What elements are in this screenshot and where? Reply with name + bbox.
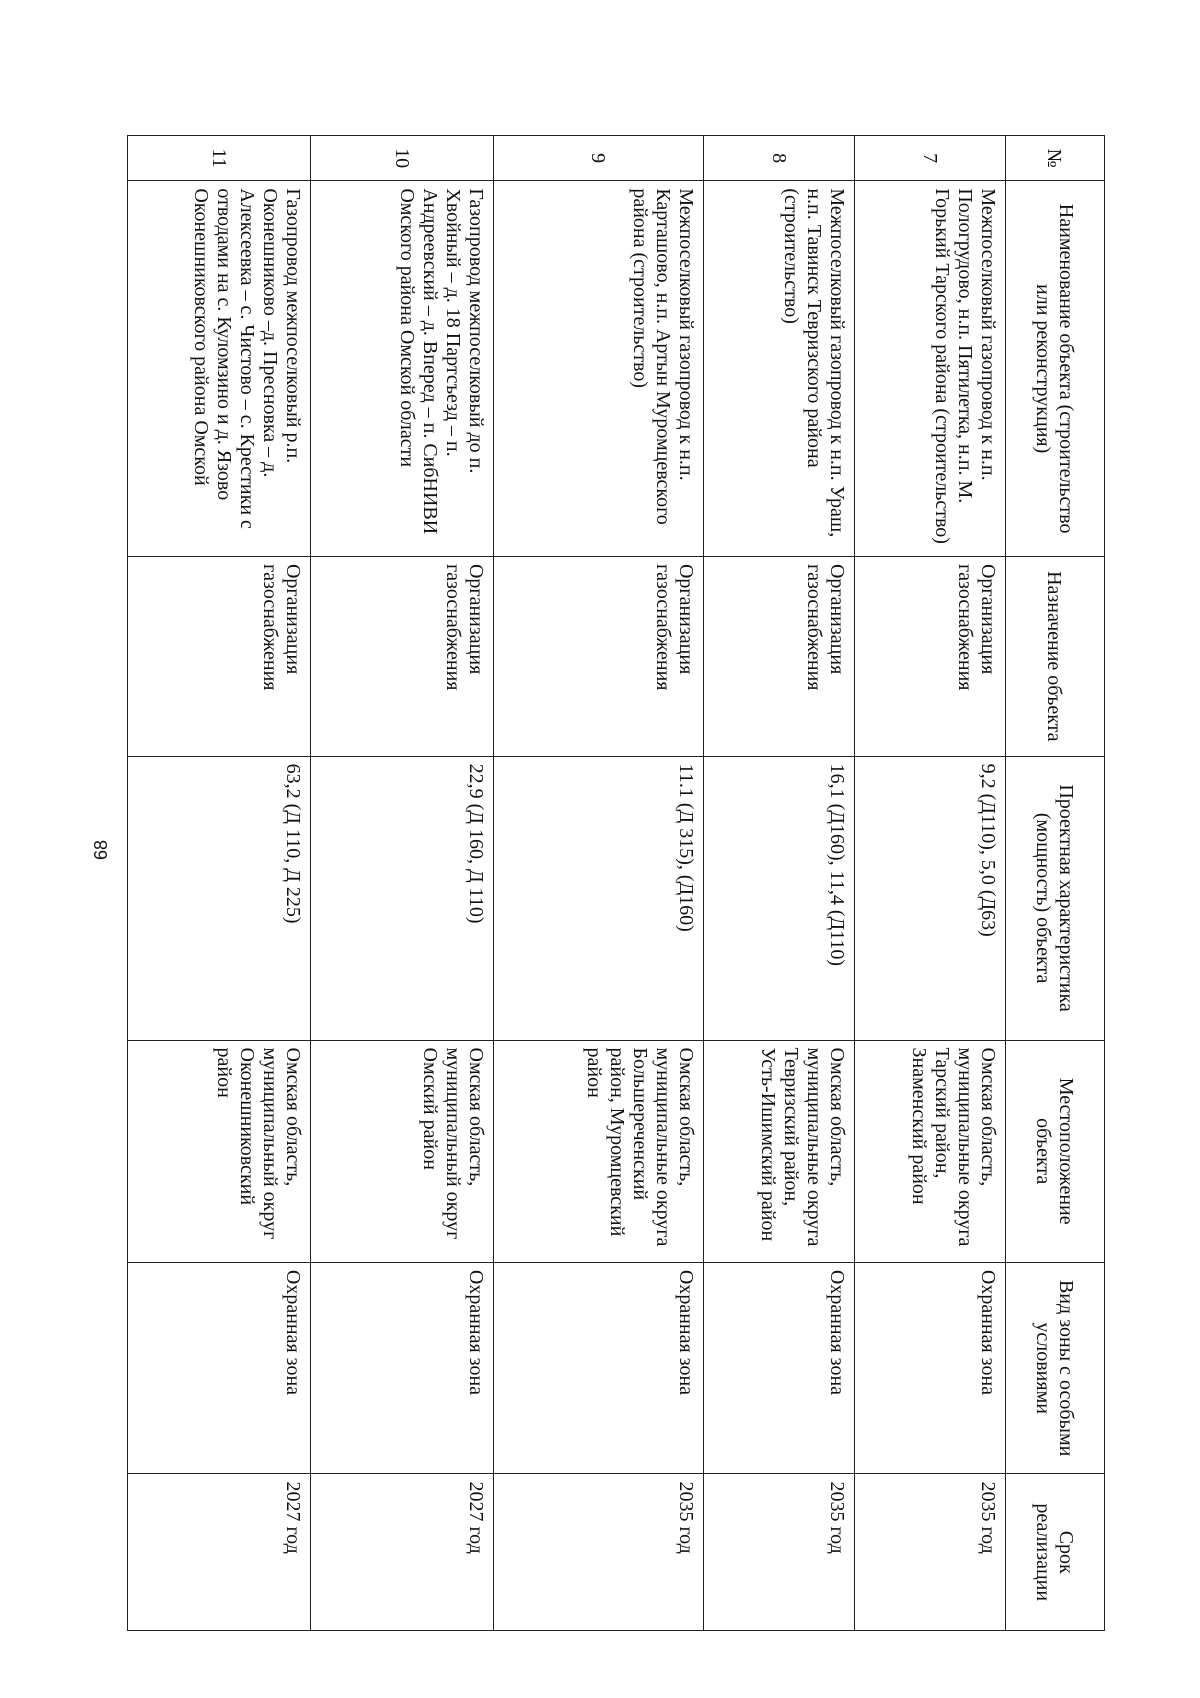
table-header-row [1005, 136, 1104, 1631]
table-row [494, 136, 704, 1631]
row-number: 9 [494, 136, 704, 181]
header-purpose: Назначение объекта [1005, 556, 1104, 756]
row-location: Омская область, муниципальные округа Тарский район, Знаменский район [855, 1040, 1006, 1262]
header-location: Местоположение объекта [1005, 1040, 1104, 1262]
row-capacity: 63,2 (Д 110, Д 225) [128, 756, 311, 1040]
row-capacity: 22,9 (Д 160, Д 110) [311, 756, 494, 1040]
row-number: 10 [311, 136, 494, 181]
row-capacity: 16,1 (Д160), 11,4 (Д110) [704, 756, 855, 1040]
row-number: 8 [704, 136, 855, 181]
row-term: 2027 год [311, 1474, 494, 1631]
row-capacity: 9,2 (Д110), 5,0 (Д63) [855, 756, 1006, 1040]
header-number: № [1005, 136, 1104, 181]
row-capacity: 11.1 (Д 315), (Д160) [494, 756, 704, 1040]
row-zone: Охранная зона [128, 1262, 311, 1474]
row-location: Омская область, муниципальные округа Большереченский район, Муромцевский район [494, 1040, 704, 1262]
row-term: 2027 год [128, 1474, 311, 1631]
table-row [128, 136, 311, 1631]
row-number: 7 [855, 136, 1006, 181]
header-zone: Вид зоны с особыми условиями [1005, 1262, 1104, 1474]
table-row [855, 136, 1006, 1631]
row-location: Омская область, муниципальный округ Оконешниковский район [128, 1040, 311, 1262]
row-term: 2035 год [855, 1474, 1006, 1631]
document-table [127, 135, 1105, 1631]
header-name: Наименование объекта (строительство или реконструкция) [1005, 181, 1104, 557]
row-purpose: Организация газоснабжения [494, 556, 704, 756]
row-term: 2035 год [494, 1474, 704, 1631]
row-zone: Охранная зона [311, 1262, 494, 1474]
table-row [311, 136, 494, 1631]
row-number: 11 [128, 136, 311, 181]
row-term: 2035 год [704, 1474, 855, 1631]
gas-pipeline-table [127, 135, 1105, 1631]
row-zone: Охранная зона [855, 1262, 1006, 1474]
row-location: Омская область, муниципальные округа Тевризский район, Усть-Ишимский район [704, 1040, 855, 1262]
table-wrapper [127, 135, 1105, 1631]
row-name: Газопровод межпоселковый р.п. Оконешниково –д. Пресновка – д. Алексеевка – с. Чистово – с. Крестики с отводами на с. Куломзино и д. Язово Оконешниковского района Омской [128, 181, 311, 557]
row-purpose: Организация газоснабжения [855, 556, 1006, 756]
row-name: Межпоселковый газопровод к н.п. Ураш, н.п. Тавинск Тевризского района (строительство) [704, 181, 855, 557]
row-name: Газопровод межпоселковый до п. Хвойный – д. 18 Партсъезд – п. Андреевский – д. Вперед – п. СибНИВИ Омского района Омской области [311, 181, 494, 557]
row-purpose: Организация газоснабжения [128, 556, 311, 756]
row-location: Омская область, муниципальный округ Омский район [311, 1040, 494, 1262]
header-term: Срок реализации [1005, 1474, 1104, 1631]
row-purpose: Организация газоснабжения [704, 556, 855, 756]
row-name: Межпоселковый газопровод к н.п. Карташово, н.п. Артын Муромцевского района (строительство) [494, 181, 704, 557]
header-capacity: Проектная характеристика (мощность) объекта [1005, 756, 1104, 1040]
page-number: 68 [91, 839, 111, 861]
table-row [704, 136, 855, 1631]
row-zone: Охранная зона [494, 1262, 704, 1474]
row-name: Межпоселковый газопровод к н.п. Пологрудово, н.п. Пятилетка, н.п. М. Горький Тарского района (строительство) [855, 181, 1006, 557]
row-zone: Охранная зона [704, 1262, 855, 1474]
row-purpose: Организация газоснабжения [311, 556, 494, 756]
